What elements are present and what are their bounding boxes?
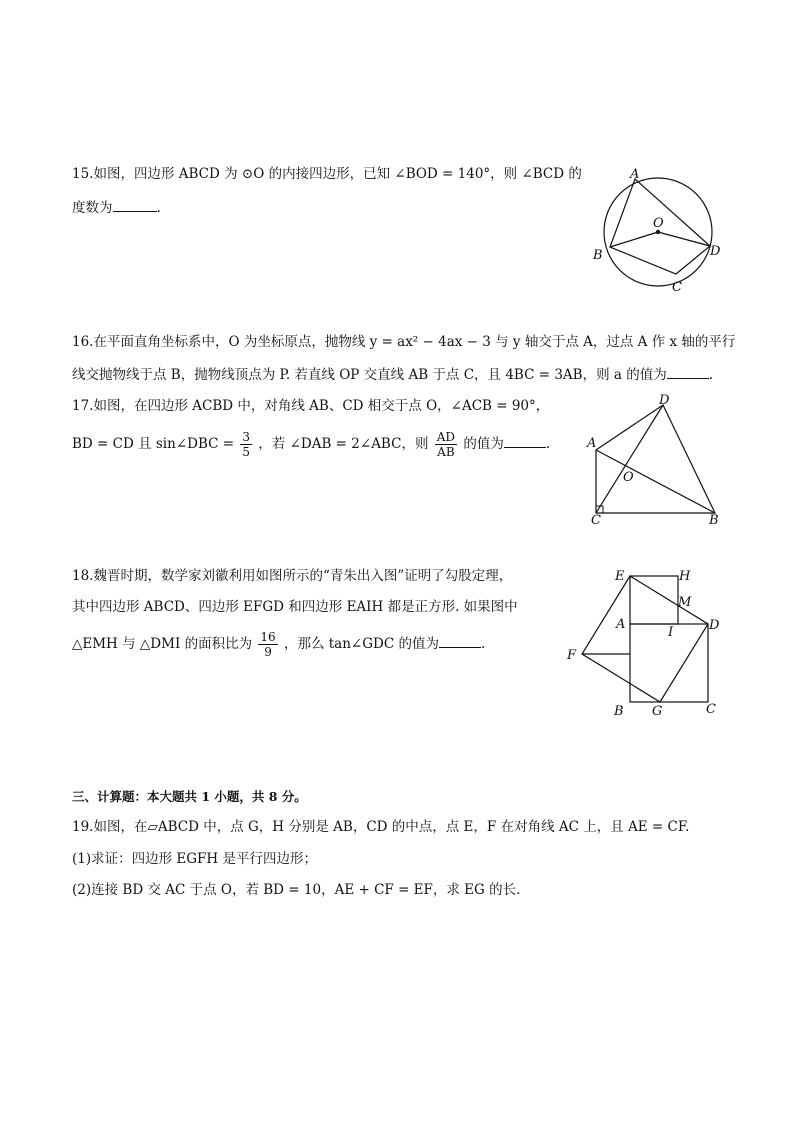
q15-label-o: O (653, 216, 664, 231)
q17-line2 (72, 430, 550, 459)
q18-frac-area-num: 16 (260, 630, 276, 644)
q18-label-g: G (652, 704, 663, 719)
q18-label-h: H (679, 569, 691, 584)
section3-title: 三、计算题：本大题共 1 小题，共 8 分。 (72, 789, 307, 804)
q19-part1: (1)求证：四边形 EGFH 是平行四边形； (72, 851, 317, 867)
q15-line1: 15.如图，四边形 ABCD 为 ⊙O 的内接四边形，已知 ∠BOD = 140°，则 ∠BCD 的 (72, 166, 582, 182)
q18-line2: 其中四边形 ABCD、四边形 EFGD 和四边形 EAIH 都是正方形. 如果图中 (72, 599, 518, 615)
q18-label-f: F (567, 648, 577, 663)
q18-label-d: D (709, 618, 720, 633)
q18-frac-area-den: 9 (264, 645, 272, 659)
q18-figure (563, 565, 728, 720)
q16-line2 (72, 366, 713, 384)
q17-diagonal-ab (596, 450, 715, 513)
q16-line1: 16.在平面直角坐标系中，O 为坐标原点，抛物线 y = ax² − 4ax − 3 与 y 轴交于点 A，过点 A 作 x 轴的平行 (72, 334, 736, 350)
q15-line2: 度数为 . (72, 200, 161, 216)
q18-line3-a: △EMH 与 △DMI 的面积比为 (72, 636, 253, 652)
q15-label-a: A (630, 167, 640, 182)
q17-line2-c: 的值为 (463, 436, 504, 452)
q17-label-b: B (709, 513, 719, 528)
q18-square-eaih (630, 576, 678, 624)
q16-line2-text: 线交抛物线于点 B，抛物线顶点为 P. 若直线 OP 交直线 AB 于点 C，且 4BC = 3AB，则 a 的值为 (72, 367, 667, 383)
q18-label-b: B (614, 704, 624, 719)
q18-line3 (72, 628, 485, 660)
q18-line1: 18.魏晋时期，数学家刘徽利用如图所示的“青朱出入图”证明了勾股定理， (72, 568, 513, 584)
q18-line3-b: ，那么 tan∠GDC 的值为 (283, 636, 439, 652)
answer-blank-18 (439, 635, 481, 648)
q17-frac-ratio-num: AD (436, 430, 456, 444)
answer-blank-16 (667, 366, 709, 379)
q17-frac-ratio-den: AB (437, 445, 455, 459)
q15-segment-ob (610, 232, 658, 247)
q17-figure (585, 393, 735, 528)
q17-label-a: A (587, 436, 597, 451)
q15-figure (590, 165, 730, 295)
q17-line2-end: . (545, 436, 551, 452)
q17-frac-sin-den: 5 (242, 445, 250, 459)
q17-line2-b: ，若 ∠DAB = 2∠ABC，则 (258, 436, 429, 452)
q19-line1: 19.如图，在▱ABCD 中，点 G，H 分别是 AB，CD 的中点，点 E，F 在对角线 AC 上，且 AE = CF. (72, 819, 690, 835)
q15-line2-text: 度数为 (72, 200, 113, 216)
q16-line2-end: . (708, 367, 714, 383)
q19-part2: (2)连接 BD 交 AC 于点 O，若 BD = 10，AE + CF = EF，求 EG 的长. (72, 882, 521, 898)
q17-frac-ratio (435, 430, 457, 459)
q17-label-c: C (591, 513, 601, 528)
answer-blank-15 (113, 199, 157, 212)
q18-line3-end: . (480, 636, 486, 652)
q18-frac-area (258, 630, 277, 659)
q18-label-a: A (616, 617, 626, 632)
q15-label-c: C (672, 280, 682, 295)
q15-label-b: B (593, 248, 603, 263)
q17-label-d: D (659, 393, 670, 408)
q17-frac-sin-num: 3 (242, 430, 250, 444)
q18-label-i: I (668, 625, 674, 640)
q18-label-e: E (615, 569, 625, 584)
q17-line2-a: BD = CD 且 sin∠DBC = (72, 436, 235, 452)
q17-diagonal-cd (596, 405, 663, 513)
q15-label-d: D (710, 244, 721, 259)
q17-line1: 17.如图，在四边形 ACBD 中，对角线 AB、CD 相交于点 O，∠ACB = 90°， (72, 398, 550, 414)
q17-frac-sin (240, 430, 252, 459)
q18-label-c: C (706, 702, 716, 717)
answer-blank-17 (504, 435, 546, 448)
q18-label-m: M (678, 595, 692, 610)
q17-label-o: O (623, 470, 634, 485)
